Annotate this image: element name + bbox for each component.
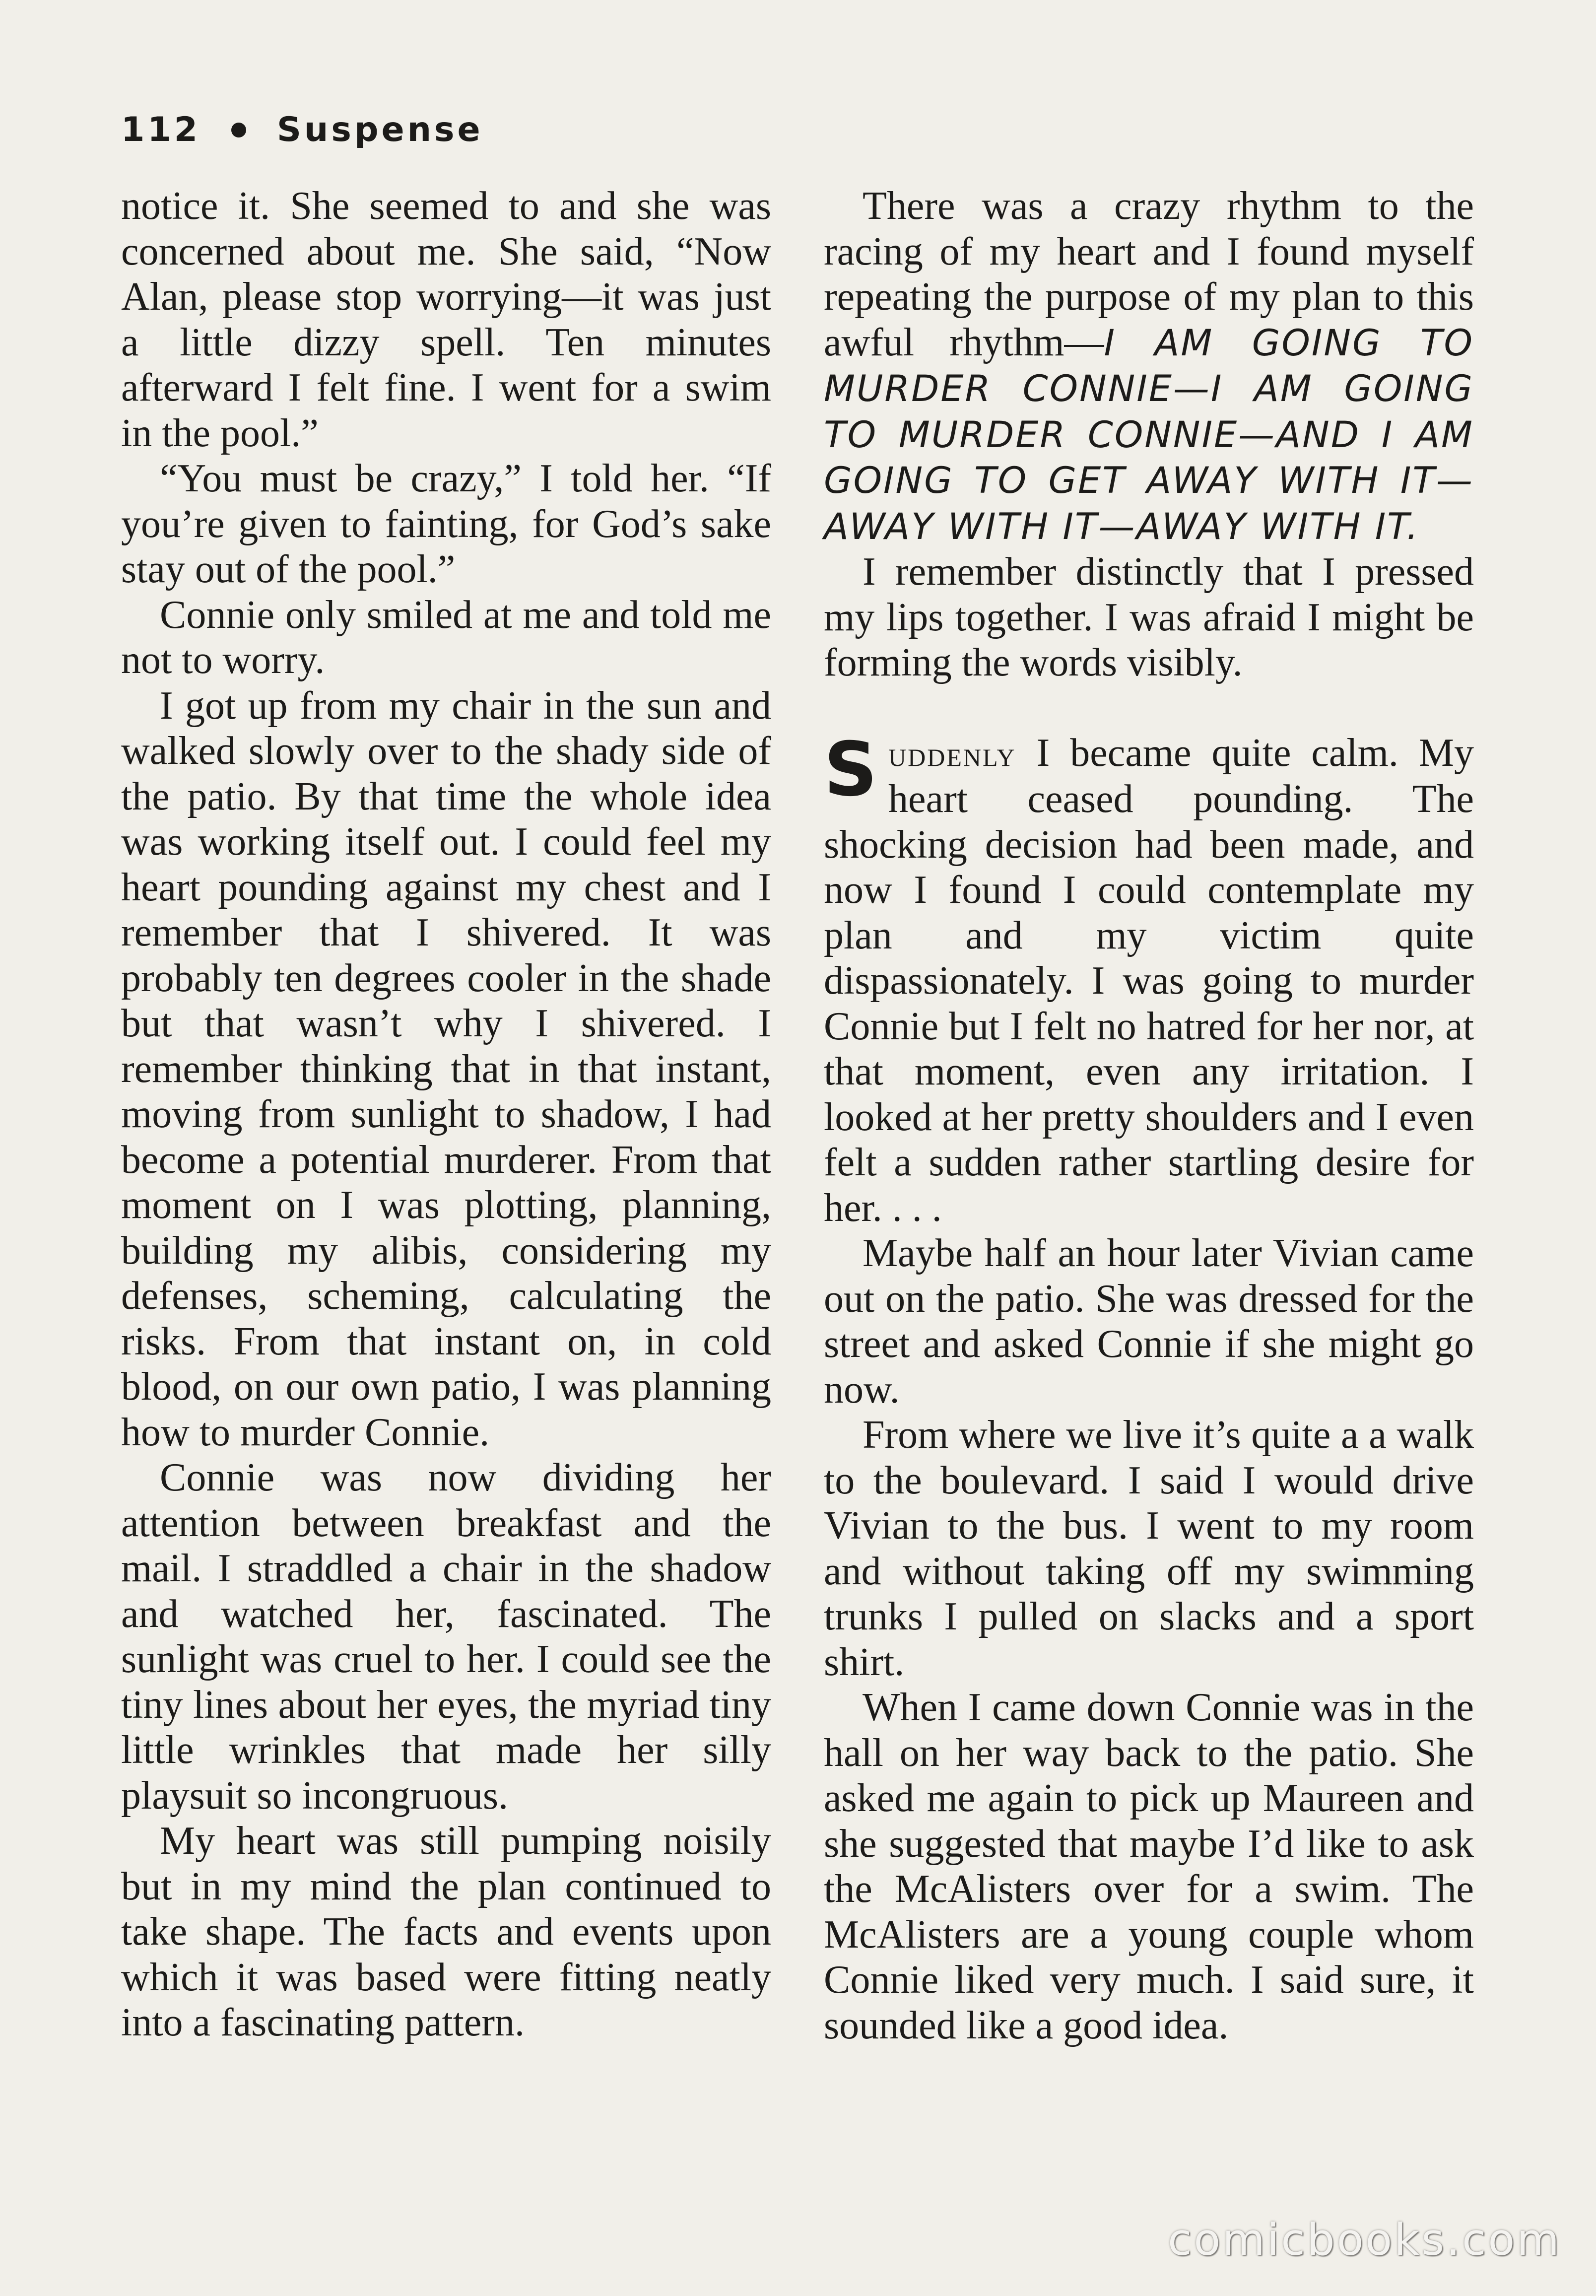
magazine-title: Suspense	[276, 110, 483, 149]
paragraph: Maybe half an hour later Vivian came out on the patio. She was dressed for the street and asked Connie if she might go now.	[824, 1231, 1474, 1412]
paragraph-dropcap	[824, 726, 1474, 1231]
watermark: comicbooks.com	[1167, 2214, 1561, 2265]
paragraph: From where we live it’s quite a a walk to the boulevard. I said I would drive Vivian to the bus. I went to my room and without taking off my swimming trunks I pulled on slacks and a sport shirt.	[824, 1413, 1474, 1684]
paragraph	[824, 184, 1474, 549]
paragraph: notice it. She seemed to and she was concerned about me. She said, “Now Alan, please stop worrying—it was just a little dizzy spell. Ten minutes afterward I felt fine. I went for a swim in the pool.”	[121, 184, 771, 455]
small-caps-lead: uddenly	[888, 734, 1016, 774]
drop-cap: S	[824, 726, 878, 813]
bullet-icon	[231, 123, 246, 137]
italic-chant: I AM GOING TO MURDER CONNIE—I AM GOING TO MURDER CONNIE—AND I AM GOING TO GET AWAY WITH IT—AWAY WITH IT—AWAY WITH IT.	[824, 322, 1474, 548]
paragraph: Connie only smiled at me and told me not to worry.	[121, 593, 771, 682]
right-column	[824, 184, 1474, 2048]
paragraph: Connie was now dividing her attention between breakfast and the mail. I straddled a chair in the shadow and watched her, fascinated. The sunlight was cruel to her. I could see the tiny lines about her eyes, the myriad tiny little wrinkles that made her silly playsuit so incongruous.	[121, 1456, 771, 1818]
paragraph-text: I became quite calm. My heart ceased pounding. The shocking decision had been made, and now I found I could contemplate my plan and my victim quite dispassionately. I was going to murder Connie but I felt no hatred for her nor, at that moment, even any irritation. I looked at her pretty shoulders and I even felt a sudden rather startling desire for her. . . .	[824, 731, 1474, 1230]
paragraph-text: There was a crazy rhythm to the racing of my heart and I found myself repeating the purpose of my plan to this awful rhythm—	[824, 184, 1474, 364]
page-number: 112	[121, 110, 200, 149]
paragraph: I remember distinctly that I pressed my lips together. I was afraid I might be forming the words visibly.	[824, 550, 1474, 684]
left-column	[121, 184, 771, 2046]
paragraph: “You must be crazy,” I told her. “If you’re given to fainting, for God’s sake stay out of the pool.”	[121, 457, 771, 591]
paragraph: I got up from my chair in the sun and walked slowly over to the shady side of the patio. By that time the whole idea was working itself out. I could feel my heart pounding against my chest and I remember that I shivered. It was probably ten degrees cooler in the shade but that wasn’t why I shivered. I remember thinking that in that instant, moving from sunlight to shadow, I had become a potential murderer. From that moment on I was plotting, planning, building my alibis, considering my defenses, scheming, calculating the risks. From that instant on, in cold blood, on our own patio, I was planning how to murder Connie.	[121, 683, 771, 1454]
paragraph: When I came down Connie was in the hall on her way back to the patio. She asked me again to pick up Maureen and she suggested that maybe I’d like to ask the McAlisters over for a swim. The McAlisters are a young couple whom Connie liked very much. I said sure, it sounded like a good idea.	[824, 1686, 1474, 2047]
paragraph: My heart was still pumping noisily but in my mind the plan continued to take shape. The facts and events upon which it was based were fitting neatly into a fascinating pattern.	[121, 1819, 771, 2044]
page-header	[121, 110, 483, 149]
